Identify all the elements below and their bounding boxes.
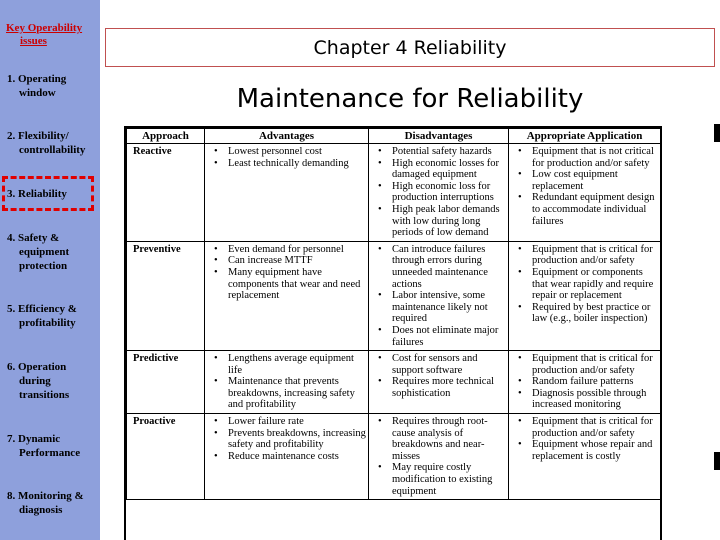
application-text: Random failure patterns: [532, 376, 634, 388]
application-item: [511, 376, 658, 388]
application-item: [511, 146, 658, 169]
advantages-text: Lower failure rate: [228, 416, 304, 428]
disadvantages-item: [371, 376, 506, 399]
table-row: [127, 144, 661, 242]
bullet-icon: •: [378, 376, 382, 388]
sidebar-item-label: profitability: [19, 317, 76, 329]
disadvantages-cell: [369, 241, 509, 350]
sidebar-item-label: 4. Safety &: [7, 232, 60, 244]
chapter-heading-box: [105, 28, 715, 67]
disadvantages-text: Requires more technical sophistication: [392, 376, 495, 399]
disadvantages-item: [371, 244, 506, 290]
advantages-text: Even demand for personnel: [228, 243, 344, 255]
sidebar-item-label: diagnosis: [19, 504, 63, 516]
advantages-text: Lengthens average equipment life: [228, 353, 354, 376]
application-item: [511, 439, 658, 462]
application-cell: [509, 144, 661, 242]
application-text: Diagnosis possible through increased monitoring: [532, 387, 647, 411]
disadvantages-item: [371, 181, 506, 204]
advantages-item: [207, 451, 366, 463]
application-cell: [509, 241, 661, 350]
bullet-icon: •: [378, 203, 382, 215]
header-approach: Approach: [127, 129, 205, 144]
application-item: [511, 302, 658, 325]
application-item: [511, 353, 658, 376]
disadvantages-cell: [369, 414, 509, 500]
application-text: Redundant equipment design to accommodate individual failures: [532, 192, 655, 227]
disadvantages-text: May require costly modification to existing equipment: [392, 462, 493, 497]
advantages-item: [207, 428, 366, 451]
advantages-text: Reduce maintenance costs: [228, 450, 339, 462]
disadvantages-cell: [369, 144, 509, 242]
application-item: [511, 416, 658, 439]
sidebar-item-monitoring[interactable]: [7, 489, 99, 517]
bullet-icon: •: [214, 255, 218, 267]
table-row: [127, 414, 661, 500]
header-application: Appropriate Application: [509, 129, 661, 144]
sidebar-item-label: protection: [19, 260, 68, 272]
approach-cell: Predictive: [127, 351, 205, 414]
bullet-icon: •: [518, 416, 522, 428]
bullet-icon: •: [378, 180, 382, 192]
advantages-item: [207, 244, 366, 256]
bullet-icon: •: [378, 462, 382, 474]
application-text: Equipment that is critical for production and/or safety: [532, 416, 653, 439]
disadvantages-item: [371, 353, 506, 376]
header-advantages: Advantages: [205, 129, 369, 144]
disadvantages-text: Can introduce failures through errors during unneeded maintenance actions: [392, 243, 488, 290]
advantages-item: [207, 146, 366, 158]
edge-mark: [714, 124, 720, 142]
application-item: [511, 192, 658, 227]
bullet-icon: •: [518, 266, 522, 278]
application-item: [511, 267, 658, 302]
bullet-icon: •: [518, 146, 522, 157]
bullet-icon: •: [214, 157, 218, 169]
sidebar-item-label: 2. Flexibility/: [7, 130, 69, 142]
sidebar-item-label: 5. Efficiency &: [7, 303, 77, 315]
sidebar-title[interactable]: [6, 22, 98, 48]
sidebar-item-label: 1. Operating: [7, 73, 67, 85]
application-item: [511, 388, 658, 411]
disadvantages-text: Cost for sensors and support software: [392, 353, 478, 376]
advantages-text: Lowest personnel cost: [228, 146, 322, 157]
sidebar-title-line2: issues: [20, 35, 47, 47]
application-item: [511, 169, 658, 192]
disadvantages-text: Labor intensive, some maintenance likely not required: [392, 290, 488, 325]
bullet-icon: •: [518, 376, 522, 388]
bullet-icon: •: [378, 324, 382, 336]
disadvantages-text: Potential safety hazards: [392, 146, 492, 157]
advantages-cell: [205, 351, 369, 414]
edge-mark: [714, 452, 720, 470]
sidebar: [0, 0, 100, 540]
disadvantages-text: High economic losses for damaged equipment: [392, 157, 500, 181]
approach-cell: Reactive: [127, 144, 205, 242]
advantages-cell: [205, 144, 369, 242]
advantages-text: Maintenance that prevents breakdowns, increasing safety and profitability: [228, 376, 355, 411]
application-text: Equipment that is not critical for production and/or safety: [532, 146, 654, 169]
application-item: [511, 244, 658, 267]
header-disadvantages: Disadvantages: [369, 129, 509, 144]
bullet-icon: •: [518, 353, 522, 365]
sidebar-item-label: 3. Reliability: [7, 188, 67, 200]
sidebar-item-operation-transitions[interactable]: [7, 360, 99, 402]
advantages-text: Many equipment have components that wear and need replacement: [228, 266, 361, 302]
sidebar-item-label: during: [19, 375, 51, 387]
bullet-icon: •: [518, 243, 522, 255]
bullet-icon: •: [214, 416, 218, 428]
advantages-text: Can increase MTTF: [228, 255, 313, 267]
application-cell: [509, 351, 661, 414]
application-cell: [509, 414, 661, 500]
disadvantages-text: High peak labor demands with low during long periods of low demand: [392, 203, 500, 239]
bullet-icon: •: [214, 266, 218, 278]
sidebar-item-dynamic-performance[interactable]: [7, 432, 99, 460]
advantages-text: Least technically demanding: [228, 157, 349, 169]
disadvantages-item: [371, 325, 506, 348]
disadvantages-item: [371, 416, 506, 462]
disadvantages-item: [371, 290, 506, 325]
bullet-icon: •: [214, 450, 218, 462]
approach-cell: Proactive: [127, 414, 205, 500]
disadvantages-text: Requires through root-cause analysis of breakdowns and near-misses: [392, 416, 488, 462]
sidebar-item-operating-window[interactable]: [7, 72, 99, 100]
sidebar-item-label: equipment: [19, 246, 70, 258]
bullet-icon: •: [214, 376, 218, 388]
bullet-icon: •: [378, 290, 382, 302]
application-text: Equipment that is critical for production and/or safety: [532, 353, 653, 376]
bullet-icon: •: [378, 416, 382, 428]
sidebar-item-flexibility[interactable]: [7, 129, 99, 157]
table-row: [127, 241, 661, 350]
bullet-icon: •: [518, 169, 522, 181]
sidebar-item-label: window: [19, 87, 56, 99]
table-row: [127, 351, 661, 414]
bullet-icon: •: [214, 427, 218, 439]
maintenance-table: [124, 126, 662, 540]
disadvantages-item: [371, 204, 506, 239]
advantages-item: [207, 416, 366, 428]
table-header-row: [127, 129, 661, 144]
sidebar-item-label: 6. Operation: [7, 361, 67, 373]
bullet-icon: •: [214, 353, 218, 365]
bullet-icon: •: [378, 157, 382, 169]
bullet-icon: •: [518, 192, 522, 204]
disadvantages-text: Does not eliminate major failures: [392, 324, 499, 348]
advantages-text: Prevents breakdowns, increasing safety and profitability: [228, 427, 366, 451]
advantages-item: [207, 376, 366, 411]
sidebar-title-line1: Key Operability: [6, 22, 83, 34]
disadvantages-item: [371, 146, 506, 158]
application-text: Equipment that is critical for production and/or safety: [532, 243, 653, 267]
bullet-icon: •: [518, 301, 522, 313]
sidebar-item-label: 8. Monitoring &: [7, 490, 84, 502]
sidebar-item-label: 7. Dynamic: [7, 433, 61, 445]
disadvantages-text: High economic loss for production interruptions: [392, 180, 494, 204]
sidebar-item-reliability[interactable]: [7, 187, 99, 201]
chapter-heading: Chapter 4 Reliability: [313, 36, 507, 59]
advantages-cell: [205, 241, 369, 350]
bullet-icon: •: [378, 146, 382, 157]
disadvantages-item: [371, 462, 506, 497]
sidebar-item-label: transitions: [19, 389, 70, 401]
sidebar-item-efficiency[interactable]: [7, 302, 99, 330]
disadvantages-item: [371, 158, 506, 181]
sidebar-item-safety[interactable]: [7, 231, 99, 273]
bullet-icon: •: [378, 353, 382, 365]
sidebar-item-label: controllability: [19, 144, 86, 156]
advantages-item: [207, 267, 366, 302]
disadvantages-cell: [369, 351, 509, 414]
advantages-item: [207, 353, 366, 376]
bullet-icon: •: [214, 146, 218, 157]
bullet-icon: •: [214, 243, 218, 255]
page-title: Maintenance for Reliability: [236, 84, 584, 114]
bullet-icon: •: [518, 439, 522, 451]
bullet-icon: •: [518, 387, 522, 399]
application-text: Low cost equipment replacement: [532, 169, 618, 192]
application-text: Equipment or components that wear rapidly and require repair or replacement: [532, 266, 654, 302]
sidebar-item-label: Performance: [19, 447, 81, 459]
advantages-item: [207, 158, 366, 170]
application-text: Required by best practice or law (e.g., boiler inspection): [532, 301, 651, 325]
advantages-item: [207, 255, 366, 267]
bullet-icon: •: [378, 243, 382, 255]
approach-cell: Preventive: [127, 241, 205, 350]
application-text: Equipment whose repair and replacement is costly: [532, 439, 653, 462]
advantages-cell: [205, 414, 369, 500]
